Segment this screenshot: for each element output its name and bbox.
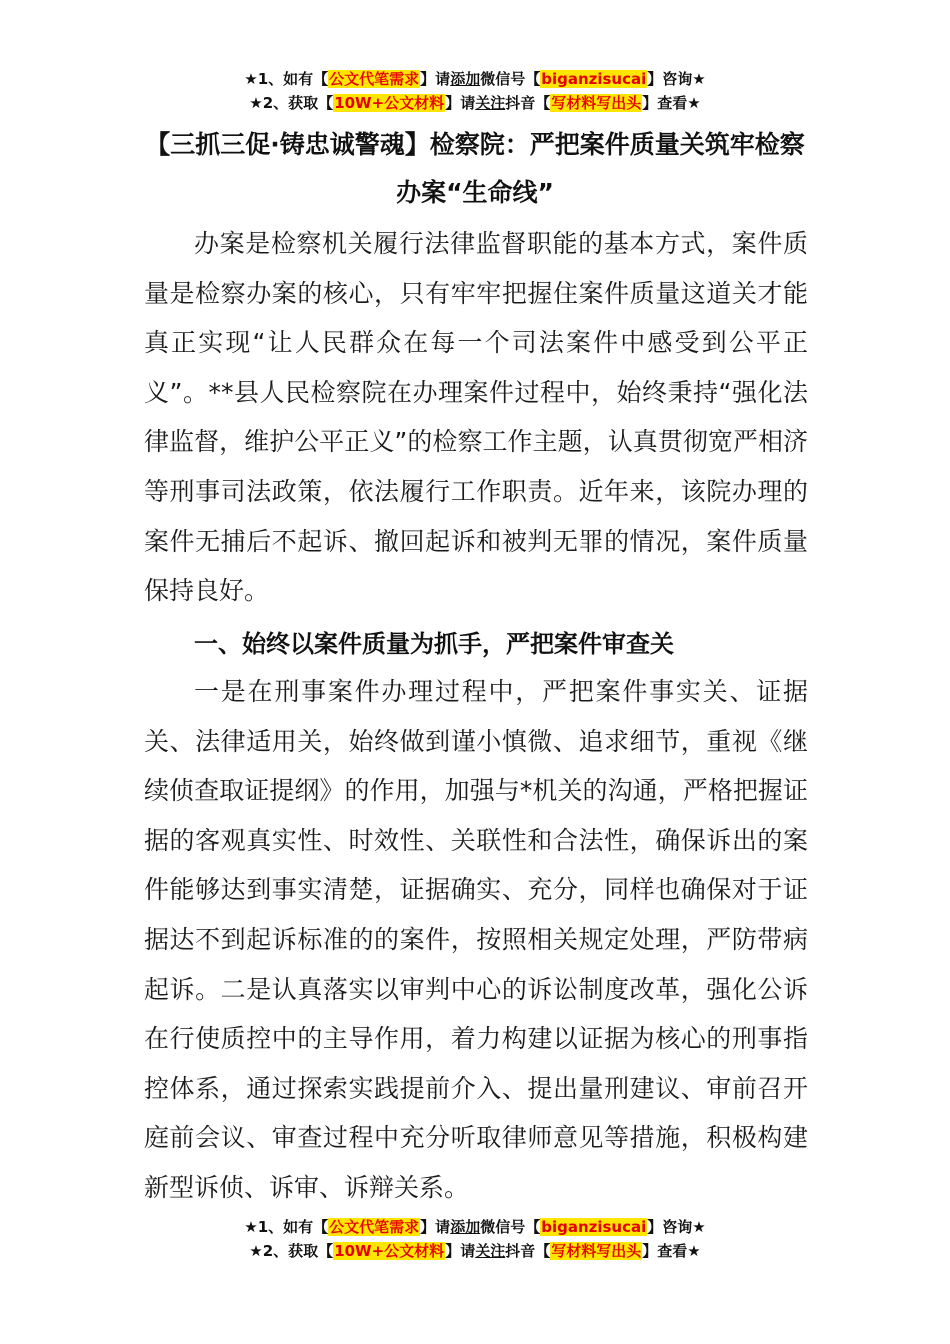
banner-text: ★2、获取【 [249,1242,334,1260]
header-banner [0,67,950,115]
banner-douyin-id: 写材料写出头 [551,1242,642,1260]
banner-text: 】请 [420,70,451,88]
banner-wechat-id: biganzisucai [541,1218,647,1236]
banner-text: ★2、获取【 [249,94,334,112]
banner-underline: 关注 [475,94,506,112]
banner-text: ★1、如有【 [244,1218,329,1236]
footer-banner [0,1215,950,1263]
banner-line-1 [0,1215,950,1239]
banner-text: 抖音【 [505,94,551,112]
banner-line-1 [0,67,950,91]
banner-text: 】请 [420,1218,451,1236]
banner-text: 】咨询★ [647,70,706,88]
banner-text: 抖音【 [505,1242,551,1260]
banner-line-2 [0,1239,950,1263]
banner-text: 】咨询★ [647,1218,706,1236]
banner-text: 】查看★ [642,94,701,112]
banner-underline: 关注 [475,1242,506,1260]
banner-text: 】查看★ [642,1242,701,1260]
paragraph-intro: 办案是检察机关履行法律监督职能的基本方式，案件质量是检察办案的核心，只有牢牢把握住案件质量这道关才能真正实现“让人民群众在每一个司法案件中感受到公平正义”。**县人民检察院在办理案件过程中，始终秉持“强化法律监督，维护公平正义”的检察工作主题，认真贯彻宽严相济等刑事司法政策，依法履行工作职责。近年来，该院办理的案件无捕后不起诉、撤回起诉和被判无罪的情况，案件质量保持良好。 [144,229,808,606]
document-title: 【三抓三促·铸忠诚警魂】检察院：严把案件质量关筑牢检察办案“生命线” [145,130,805,207]
banner-highlight: 公文代笔需求 [329,1218,420,1236]
banner-highlight: 公文代笔需求 [329,70,420,88]
banner-highlight: 10W+公文材料 [334,1242,445,1260]
banner-text: 】请 [445,94,476,112]
section-heading: 一、始终以案件质量为抓手，严把案件审查关 [194,630,674,658]
banner-douyin-id: 写材料写出头 [551,94,642,112]
banner-text: 微信号【 [480,1218,541,1236]
banner-text: 】请 [445,1242,476,1260]
paragraph-section-1: 一是在刑事案件办理过程中，严把案件事实关、证据关、法律适用关，始终做到谨小慎微、追求细节，重视《继续侦查取证提纲》的作用，加强与*机关的沟通，严格把握证据的客观真实性、时效性、关联性和合法性，确保诉出的案件能够达到事实清楚，证据确实、充分，同样也确保对于证据达不到起诉标准的的案件，按照相关规定处理，严防带病起诉。二是认真落实以审判中心的诉讼制度改革，强化公诉在行使质控中的主导作用，着力构建以证据为核心的刑事指控体系，通过探索实践提前介入、提出量刑建议、审前召开庭前会议、审查过程中充分听取律师意见等措施，积极构建新型诉侦、诉审、诉辩关系。 [144,677,808,1202]
banner-line-2 [0,91,950,115]
banner-highlight: 10W+公文材料 [334,94,445,112]
banner-text: ★1、如有【 [244,70,329,88]
banner-wechat-id: biganzisucai [541,70,647,88]
banner-text: 微信号【 [480,70,541,88]
banner-underline: 添加 [450,1218,481,1236]
banner-underline: 添加 [450,70,481,88]
